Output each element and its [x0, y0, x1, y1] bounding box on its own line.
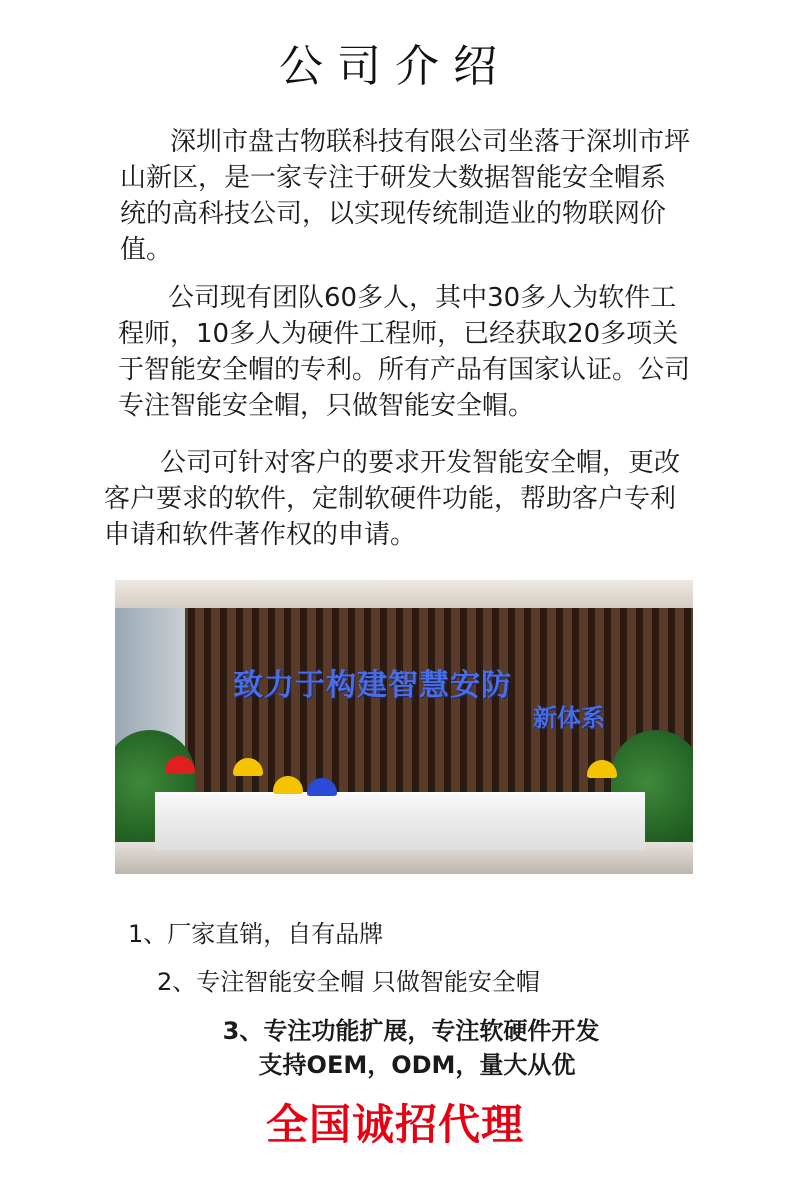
intro-paragraph-3: 公司可针对客户的要求开发智能安全帽，更改客户要求的软件，定制软硬件功能，帮助客户专利申请和软件著作权的申请。 [104, 448, 681, 550]
photo-slogan-line-2: 新体系 [533, 704, 605, 732]
feature-item-3-line-1: 3、专注功能扩展，专注软硬件开发 [222, 1017, 600, 1045]
photo-slogan-line-1: 致力于构建智慧安防 [233, 668, 512, 703]
page-title: 公司介绍 [279, 41, 511, 92]
feature-item-3 [0, 1014, 790, 1082]
intro-paragraph-2: 公司现有团队60多人，其中30多人为软件工程师，10多人为硬件工程师，已经获取20多项关于智能安全帽的专利。所有产品有国家认证。公司专注智能安全帽，只做智能安全帽。 [118, 283, 691, 421]
feature-item-3-line-2: 支持OEM，ODM，量大从优 [258, 1051, 576, 1079]
intro-paragraph-1: 深圳市盘古物联科技有限公司坐落于深圳市坪山新区，是一家专注于研发大数据智能安全帽系统的高科技公司，以实现传统制造业的物联网价值。 [120, 127, 691, 265]
photo-reception-desk [155, 792, 645, 850]
feature-item-1: 1、厂家直销，自有品牌 [128, 920, 384, 948]
photo-wood-slat-wall [115, 608, 693, 818]
agent-recruitment-banner: 全国诚招代理 [265, 1100, 524, 1149]
feature-item-2: 2、专注智能安全帽 只做智能安全帽 [157, 968, 540, 996]
reception-photo [115, 580, 693, 874]
